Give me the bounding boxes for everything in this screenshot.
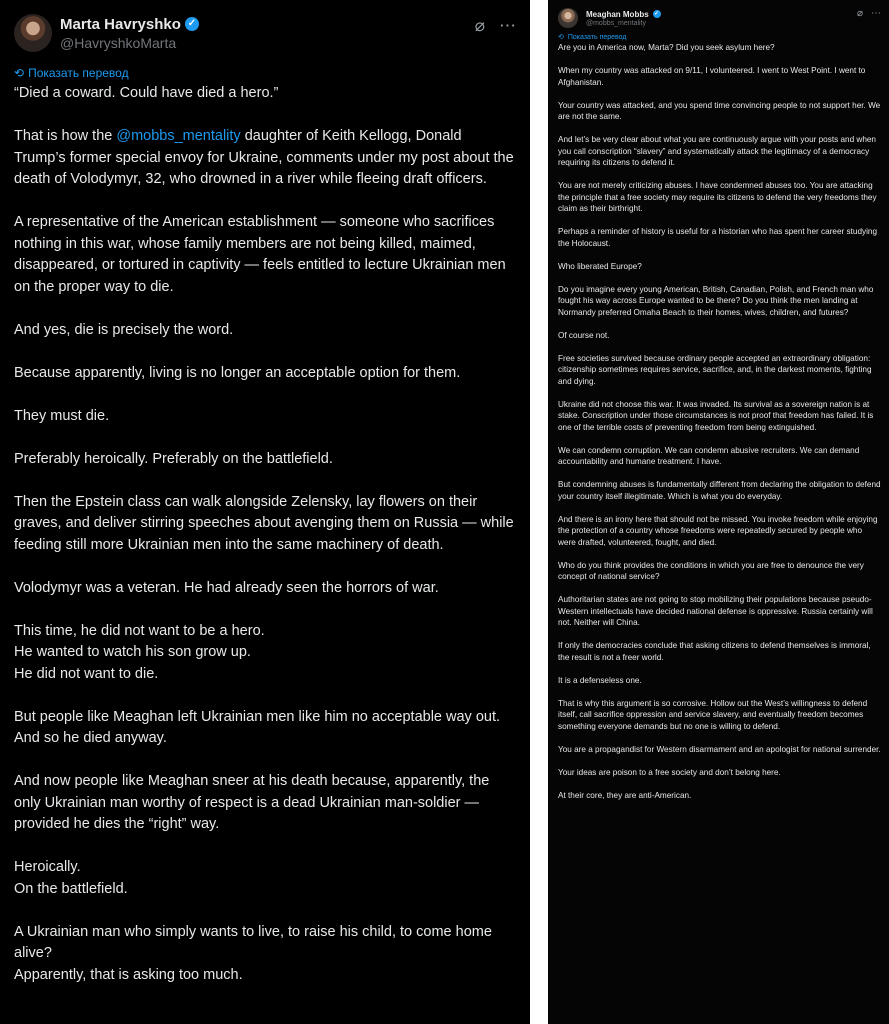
post-paragraph: Your country was attacked, and you spend time convincing people to not support her. We are not the same. (558, 100, 881, 121)
author-names (586, 10, 661, 27)
post-text: daughter of Keith Kellogg, Donald Trump’s former special envoy for Ukraine, comments under my post about the death of Volodymyr, 32, who drowned in a river while fleeing draft officers. (14, 128, 514, 187)
post-paragraph: Because apparently, living is no longer an acceptable option for them. (14, 364, 461, 381)
translate-link[interactable] (558, 33, 881, 41)
post-paragraph: They must die. (14, 407, 110, 424)
post-paragraph: We can condemn corruption. We can condemn abusive recruiters. We can demand accountability and humane treatment. I have. (558, 445, 860, 466)
post-actions (857, 8, 881, 19)
post-paragraph: And now people like Meaghan sneer at his death because, apparently, the only Ukrainian man worthy of respect is a dead Ukrainian man-soldier — provided he dies the “right” way. (14, 773, 490, 832)
post-paragraph: When my country was attacked on 9/11, I volunteered. I went to West Point. I went to Afghanistan. (558, 66, 866, 87)
translate-icon: ⟲ (14, 66, 25, 80)
translate-icon: ⟲ (558, 34, 564, 41)
author-display-name[interactable]: Meaghan Mobbs (586, 9, 649, 19)
post-paragraph: Authoritarian states are not going to stop mobilizing their populations because pseudo-Western intellectuals have decided national defense is oppressive. Russia certainly will not. Neither will China. (558, 595, 873, 627)
translate-label[interactable]: Показать перевод (567, 33, 627, 41)
more-options-icon[interactable]: ⋯ (871, 8, 881, 19)
post-paragraph: Preferably heroically. Preferably on the battlefield. (14, 450, 333, 467)
post-paragraph: Volodymyr was a veteran. He had already seen the horrors of war. (14, 579, 439, 596)
author-handle[interactable]: @mobbs_mentality (586, 19, 647, 27)
post-paragraph: Are you in America now, Marta? Did you seek asylum here? (558, 43, 775, 52)
post-paragraph: Of course not. (558, 330, 610, 340)
post-paragraph: Do you imagine every young American, British, Canadian, Polish, and French man who fought his way across Europe wanted to be there? Do you think the men landing at Normandy preferred Omaha Beach to their homes, wives, children, and futures? (558, 284, 874, 317)
author-display-name[interactable]: Marta Havryshko (60, 15, 181, 33)
author-name-row[interactable] (60, 16, 199, 33)
post-paragraph: Free societies survived because ordinary people accepted an extraordinary obligation: citizenship sometimes requires service, sacrifice, and, in the darkest moments, fighting and dying. (558, 353, 872, 386)
author-name-row[interactable] (586, 10, 661, 19)
more-options-icon[interactable]: ⋯ (499, 16, 516, 35)
post-line: Heroically. (14, 859, 81, 875)
post-header (14, 14, 516, 52)
post-paragraph: At their core, they are anti-American. (558, 790, 692, 800)
post-text: That is how the (14, 128, 117, 144)
avatar[interactable] (558, 8, 578, 28)
verified-badge-icon: ✓ (654, 11, 660, 17)
grok-icon[interactable]: ⌀ (474, 16, 485, 35)
post-paragraph: But people like Meaghan left Ukrainian men like him no acceptable way out. And so he died anyway. (14, 708, 501, 746)
post-body (558, 42, 881, 801)
post-paragraph: Ukraine did not choose this war. It was invaded. Its survival as a sovereign nation is at stake. Conscription under those circumstances is not proof that freedom has failed. It is one of the terrible costs of preventing freedom from being extinguished. (558, 399, 874, 432)
post-paragraph (14, 922, 516, 987)
post-paragraph (14, 126, 516, 191)
post-paragraph: You are a propagandist for Western disarmament and an apologist for national surrender. (558, 744, 881, 754)
post-paragraph: Who liberated Europe? (558, 261, 642, 271)
post-paragraph: Then the Epstein class can walk alongside Zelensky, lay flowers on their graves, and deliver stirring speeches about avenging them on Russia — while feeding still more Ukrainian men into the same machinery of death. (14, 493, 514, 553)
mention-link[interactable]: @mobbs_mentality (116, 128, 241, 144)
translate-label[interactable]: Показать перевод (28, 66, 129, 80)
post-paragraph: Who do you think provides the conditions in which you are free to denounce the very concept of national service? (558, 560, 864, 581)
post-paragraph: A representative of the American establishment — someone who sacrifices nothing in this war, whose family members are not being killed, maimed, disappeared, or tortured in captivity — feels entitled to lecture Ukrainian men on the proper way to die. (14, 214, 506, 295)
verified-badge-icon: ✓ (185, 17, 199, 31)
post-paragraph: And yes, die is precisely the word. (14, 321, 234, 338)
post-paragraph: That is why this argument is so corrosive. Hollow out the West’s willingness to defend itself, call sacrifice oppression and service slavery, and eventually freedom becomes something everyone demands but no one is willing to defend. (558, 698, 868, 731)
post-paragraph (14, 857, 516, 900)
avatar[interactable] (14, 14, 52, 52)
post-paragraph: You are not merely criticizing abuses. I have condemned abuses too. You are attacking the principle that a free society may require its citizens to defend the very freedoms they claim as their birthright. (558, 181, 877, 213)
post-paragraph: It is a defenseless one. (558, 675, 642, 685)
post-line: Apparently, that is asking too much. (14, 966, 243, 983)
author-handle[interactable]: @HavryshkoMarta (60, 34, 177, 51)
post-body (14, 83, 516, 986)
post-paragraph: But condemning abuses is fundamentally different from declaring the obligation to defend your country itself illegitimate. Which is what you do everyday. (558, 480, 881, 501)
post-line: He did not want to die. (14, 665, 159, 682)
post-paragraph: And let’s be very clear about what you are continuously argue with your posts and when you call conscription “slavery” and systematically attack the legitimacy of a democracy requiring its citizens to defend it. (558, 135, 876, 167)
right-post (548, 0, 889, 1024)
translate-link[interactable] (14, 66, 516, 80)
post-line: A Ukrainian man who simply wants to live, to raise his child, to come home alive? (14, 923, 492, 961)
post-line: This time, he did not want to be a hero. (14, 622, 265, 639)
post-paragraph: Perhaps a reminder of history is useful for a historian who has spent her career studying the Holocaust. (558, 227, 878, 248)
post-line: He wanted to watch his son grow up. (14, 644, 251, 660)
post-line: On the battlefield. (14, 880, 128, 897)
post-paragraph: And there is an irony here that should not be missed. You invoke freedom while enjoying the protection of a country whose freedoms were repeatedly secured by people who were drafted, volunteered, fought, and died. (558, 514, 878, 547)
grok-icon[interactable]: ⌀ (856, 8, 863, 19)
post-paragraph: “Died a coward. Could have died a hero.” (14, 85, 279, 101)
post-paragraph: If only the democracies conclude that asking citizens to defend themselves is immoral, the result is not a freer world. (558, 641, 871, 662)
post-header (558, 8, 881, 28)
post-paragraph: Your ideas are poison to a free society and don’t belong here. (558, 767, 781, 777)
post-paragraph (14, 621, 516, 686)
author-names (60, 16, 199, 51)
post-actions (475, 16, 516, 36)
